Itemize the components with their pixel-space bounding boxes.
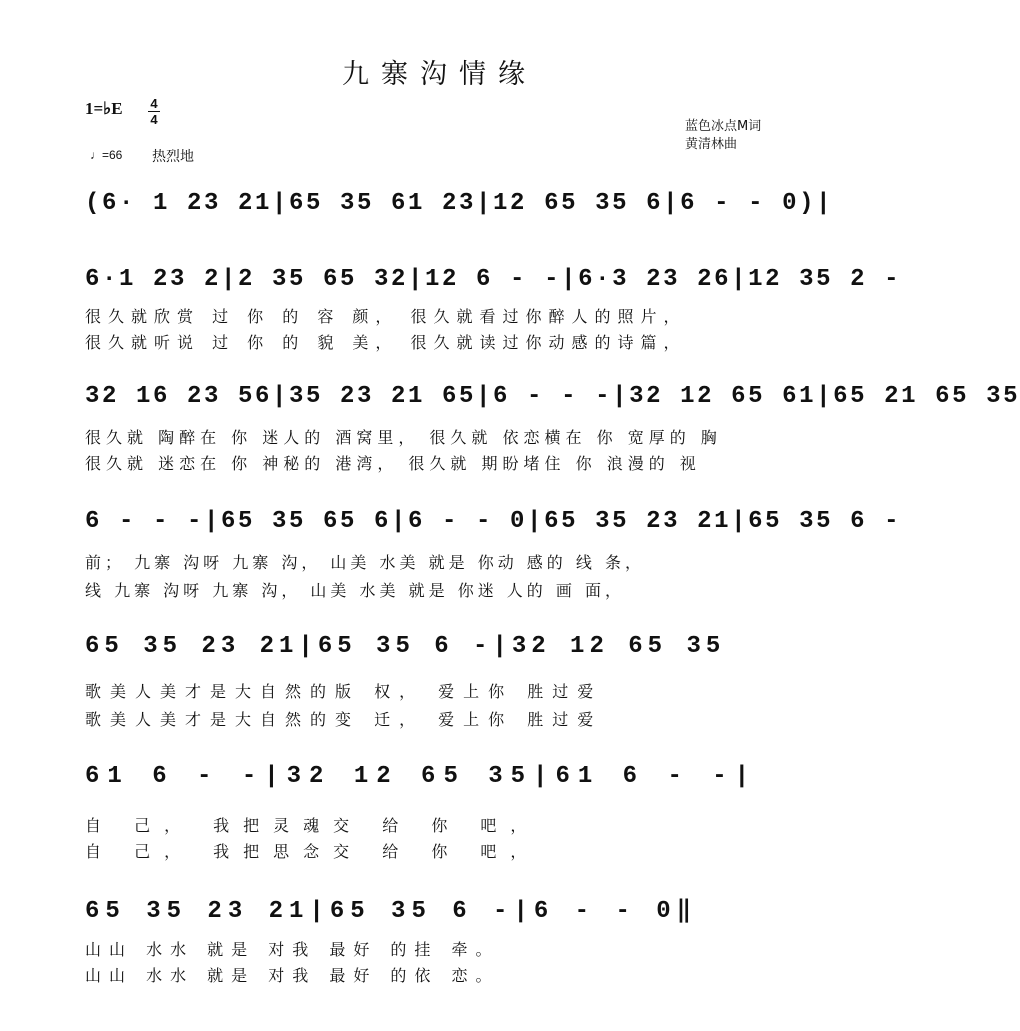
score-line-4 [0,506,902,600]
notes-line-7: 65 35 23 21|65 35 6 -|6 - - 0‖ [85,898,698,925]
score-line-7 [0,893,879,985]
notes-line-3: 32 16 23 56|35 23 21 65|6 - - -|32 12 65 61|65 21 65 35 [85,383,1020,410]
mood-mark: 热烈地 [152,149,194,165]
score-line-1 [0,186,879,230]
lyrics-line-7-verse-1: 山山 水水 就是 对我 最好 的挂 牵。 [85,940,500,959]
time-signature [148,97,160,126]
lyrics-line-2-verse-2: 很久就听说 过 你 的 貌 美， 很久就读过你动感的诗篇， [85,333,687,352]
key-signature: 1=♭E [85,99,123,118]
lyrics-line-3-verse-2: 很久就 迷恋在 你 神秘的 港湾， 很久就 期盼堵住 你 浪漫的 视 [85,454,701,473]
lyrics-line-5-verse-1: 歌美人美才是大自然的版 权， 爱上你 胜过爱 [85,682,603,701]
score-line-2 [0,264,902,352]
time-top: 4 [150,96,158,111]
composer-credit: 黄清林曲 [685,137,738,152]
lyrics-line-6-verse-1: 自 己， 我把灵魂交 给 你 吧， [85,816,541,835]
notes-line-1: (6· 1 23 21|65 35 61 23|12 65 35 6|6 - - 0)| [85,190,834,217]
notes-line-6: 61 6 - -|32 12 65 35|61 6 - -| [85,763,758,790]
score-line-6 [0,763,879,861]
lyricist-credit: 蓝色冰点M词 [685,119,762,134]
time-bottom: 4 [150,112,158,127]
song-title: 九寨沟情缘 [342,59,537,90]
notes-line-5: 65 35 23 21|65 35 6 -|32 12 65 35 [85,633,726,660]
lyrics-line-3-verse-1: 很久就 陶醉在 你 迷人的 酒窝里， 很久就 依恋横在 你 宽厚的 胸 [85,428,722,447]
score-line-5 [0,631,879,729]
tempo-mark: ♩=66 [90,148,123,162]
score-line-3 [0,381,1020,473]
lyrics-line-5-verse-2: 歌美人美才是大自然的变 迁， 爱上你 胜过爱 [85,710,603,729]
lyrics-line-4-verse-1: 前； 九寨 沟呀 九寨 沟， 山美 水美 就是 你动 感的 线 条， [85,553,645,572]
lyrics-line-4-verse-2: 线 九寨 沟呀 九寨 沟， 山美 水美 就是 你迷 人的 画 面， [85,581,625,600]
lyrics-line-6-verse-2: 自 己， 我把思念交 给 你 吧， [85,842,541,861]
lyrics-line-2-verse-1: 很久就欣赏 过 你 的 容 颜， 很久就看过你醉人的照片， [85,307,687,326]
notes-line-4: 6 - - -|65 35 65 6|6 - - 0|65 35 23 21|65 35 6 - [85,508,902,535]
notes-line-2: 6·1 23 2|2 35 65 32|12 6 - -|6·3 23 26|12 35 2 - [85,266,902,293]
lyrics-line-7-verse-2: 山山 水水 就是 对我 最好 的依 恋。 [85,966,500,985]
